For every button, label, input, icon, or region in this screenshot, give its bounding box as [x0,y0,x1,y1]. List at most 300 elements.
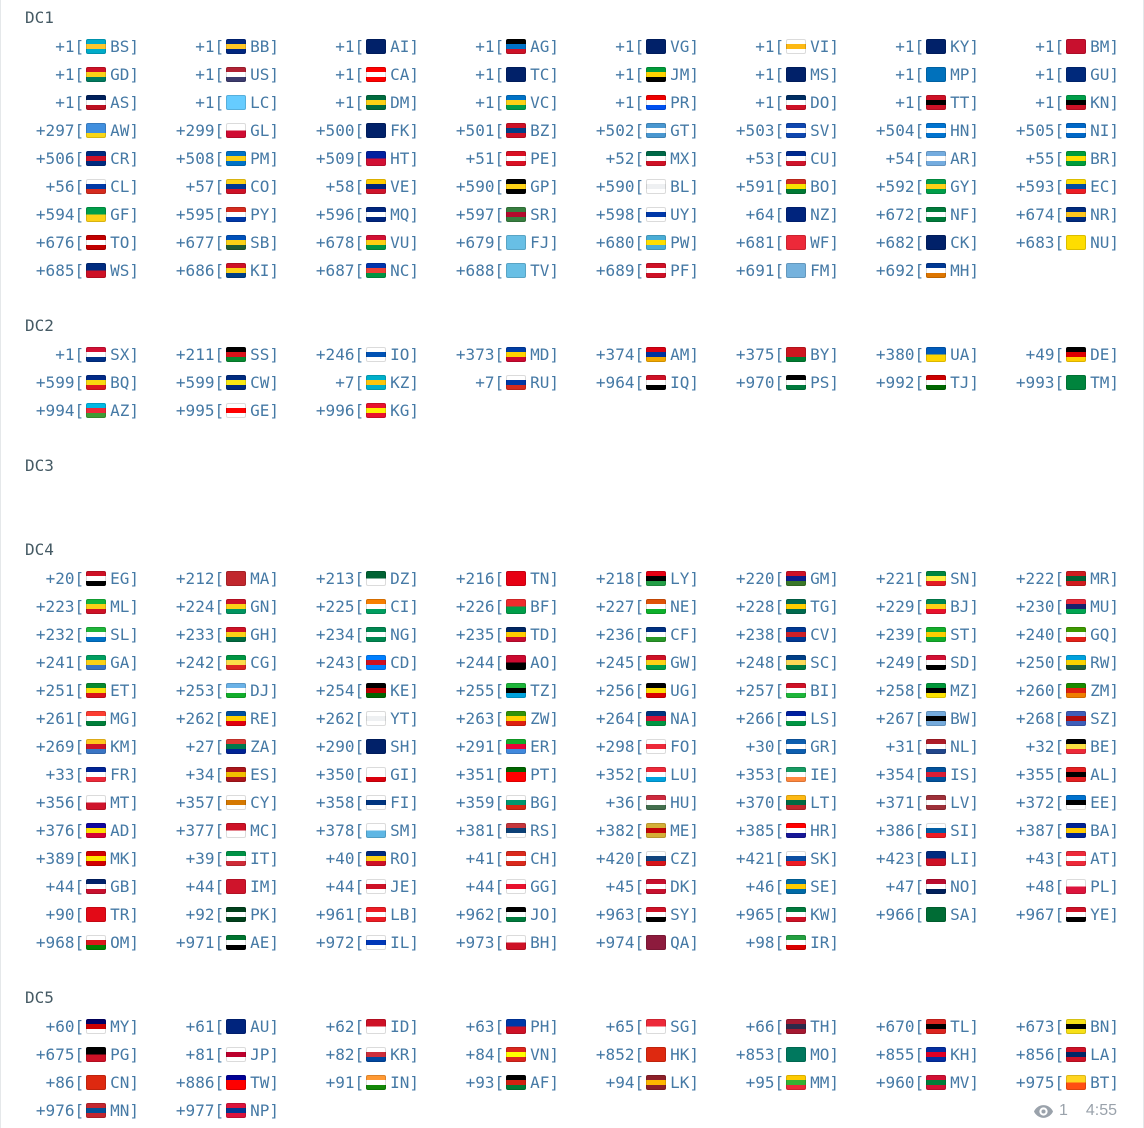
country-entry-ke[interactable] [281,676,421,704]
country-entry-hr[interactable] [701,816,841,844]
country-entry-bb[interactable] [141,32,281,60]
country-entry-zm[interactable] [981,676,1121,704]
country-entry-sa[interactable] [841,900,981,928]
country-entry-me[interactable] [561,816,701,844]
country-entry-sb[interactable] [141,228,281,256]
country-entry-tn[interactable] [421,564,561,592]
country-entry-de[interactable] [981,340,1121,368]
country-entry-pe[interactable] [421,144,561,172]
country-entry-kg[interactable] [281,396,421,424]
flag-icon-tz [506,683,526,698]
country-entry-tr[interactable] [1,900,141,928]
country-entry-sn[interactable] [841,564,981,592]
country-entry-mg[interactable] [1,704,141,732]
country-entry-ms[interactable] [701,60,841,88]
country-entry-hu[interactable] [561,788,701,816]
country-entry-ki[interactable] [141,256,281,284]
country-entry-vu[interactable] [281,228,421,256]
country-entry-tg[interactable] [701,592,841,620]
country-code: IN] [390,1072,419,1092]
country-entry-gf[interactable] [1,200,141,228]
dial-code: +373[ [455,344,505,364]
country-entry-mo[interactable] [701,1040,841,1068]
country-code: FK] [390,120,419,140]
dial-code: +41[ [465,848,505,868]
country-entry-re[interactable] [141,704,281,732]
section-label-dc1: DC1 [25,8,54,27]
country-entry-ws[interactable] [1,256,141,284]
country-entry-mv[interactable] [841,1068,981,1096]
country-entry-pr[interactable] [561,88,701,116]
country-entry-cw[interactable] [141,368,281,396]
country-entry-do[interactable] [701,88,841,116]
country-entry-yt[interactable] [281,704,421,732]
country-entry-lb[interactable] [281,900,421,928]
flag-icon-ss [226,347,246,362]
country-entry-it[interactable] [141,844,281,872]
country-entry-ag[interactable] [421,32,561,60]
country-entry-ky[interactable] [841,32,981,60]
country-entry-bt[interactable] [981,1068,1121,1096]
country-entry-sx[interactable] [1,340,141,368]
dial-code: +351[ [455,764,505,784]
country-entry-no[interactable] [841,872,981,900]
country-entry-qa[interactable] [561,928,701,956]
country-entry-tj[interactable] [841,368,981,396]
country-entry-ck[interactable] [841,228,981,256]
country-code: LA] [1090,1044,1119,1064]
country-entry-ua[interactable] [841,340,981,368]
country-entry-th[interactable] [701,1012,841,1040]
dial-code: +46[ [745,876,785,896]
country-entry-ug[interactable] [561,676,701,704]
dial-code: +853[ [735,1044,785,1064]
country-entry-pm[interactable] [141,144,281,172]
country-entry-gu[interactable] [981,60,1121,88]
country-entry-na[interactable] [561,704,701,732]
country-entry-io[interactable] [281,340,421,368]
country-entry-ge[interactable] [141,396,281,424]
country-entry-gp[interactable] [421,172,561,200]
country-entry-aw[interactable] [1,116,141,144]
country-entry-ai[interactable] [281,32,421,60]
country-code: FI] [390,792,419,812]
country-entry-sg[interactable] [561,1012,701,1040]
country-entry-us[interactable] [141,60,281,88]
flag-icon-br [1066,151,1086,166]
country-code: CU] [810,148,839,168]
country-entry-bm[interactable] [981,32,1121,60]
country-entry-pk[interactable] [141,900,281,928]
country-entry-gn[interactable] [141,592,281,620]
country-entry-ci[interactable] [281,592,421,620]
flag-icon-dk [646,879,666,894]
country-entry-la[interactable] [981,1040,1121,1068]
dial-code: +374[ [595,344,645,364]
flag-icon-th [786,1019,806,1034]
country-entry-dz[interactable] [281,564,421,592]
country-entry-eg[interactable] [1,564,141,592]
country-entry-to[interactable] [1,228,141,256]
country-entry-ss[interactable] [141,340,281,368]
dial-code: +291[ [455,736,505,756]
country-entry-ir[interactable] [701,928,841,956]
country-entry-ao[interactable] [421,648,561,676]
country-entry-jm[interactable] [561,60,701,88]
country-entry-se[interactable] [701,872,841,900]
country-entry-cz[interactable] [561,844,701,872]
flag-icon-bf [506,599,526,614]
dial-code: +508[ [175,148,225,168]
country-entry-fk[interactable] [281,116,421,144]
country-entry-cn[interactable] [1,1068,141,1096]
country-entry-cu[interactable] [701,144,841,172]
country-entry-gb[interactable] [1,872,141,900]
flag-icon-yt [366,711,386,726]
country-entry-lt[interactable] [701,788,841,816]
country-entry-tm[interactable] [981,368,1121,396]
country-entry-lv[interactable] [841,788,981,816]
flag-icon-tj [926,375,946,390]
country-entry-es[interactable] [141,760,281,788]
country-entry-fr[interactable] [1,760,141,788]
country-entry-kr[interactable] [281,1040,421,1068]
flag-icon-st [926,627,946,642]
country-entry-gl[interactable] [141,116,281,144]
country-entry-ng[interactable] [281,620,421,648]
country-entry-cf[interactable] [561,620,701,648]
country-entry-pf[interactable] [561,256,701,284]
dial-code: +20[ [45,568,85,588]
flag-icon-cl [86,179,106,194]
country-entry-fm[interactable] [701,256,841,284]
country-entry-tw[interactable] [141,1068,281,1096]
country-entry-ye[interactable] [981,900,1121,928]
country-entry-td[interactable] [421,620,561,648]
country-code: AT] [1090,848,1119,868]
country-entry-py[interactable] [141,200,281,228]
country-entry-sy[interactable] [561,900,701,928]
country-entry-bh[interactable] [421,928,561,956]
country-entry-mm[interactable] [701,1068,841,1096]
country-entry-uy[interactable] [561,200,701,228]
country-entry-fo[interactable] [561,732,701,760]
country-entry-pl[interactable] [981,872,1121,900]
country-entry-fj[interactable] [421,228,561,256]
country-entry-bq[interactable] [1,368,141,396]
flag-icon-vg [646,39,666,54]
country-entry-lk[interactable] [561,1068,701,1096]
country-entry-as[interactable] [1,88,141,116]
country-code: TM] [1090,372,1119,392]
dial-code: +501[ [455,120,505,140]
country-entry-gg[interactable] [421,872,561,900]
country-entry-lu[interactable] [561,760,701,788]
country-entry-am[interactable] [561,340,701,368]
country-entry-sm[interactable] [281,816,421,844]
country-entry-mn[interactable] [1,1096,141,1124]
country-entry-iq[interactable] [561,368,701,396]
country-entry-ae[interactable] [141,928,281,956]
country-entry-sc[interactable] [701,648,841,676]
country-entry-zw[interactable] [421,704,561,732]
country-entry-nu[interactable] [981,228,1121,256]
country-entry-vi[interactable] [701,32,841,60]
country-entry-om[interactable] [1,928,141,956]
country-code: KM] [110,736,139,756]
country-entry-tl[interactable] [841,1012,981,1040]
country-entry-is[interactable] [841,760,981,788]
dial-code: +1[ [335,36,365,56]
country-entry-mk[interactable] [1,844,141,872]
country-entry-vc[interactable] [421,88,561,116]
country-entry-ca[interactable] [281,60,421,88]
country-entry-mq[interactable] [281,200,421,228]
flag-icon-je [366,879,386,894]
country-entry-li[interactable] [841,844,981,872]
country-entry-be[interactable] [981,732,1121,760]
country-entry-sv[interactable] [701,116,841,144]
country-entry-sk[interactable] [701,844,841,872]
country-code: MG] [110,708,139,728]
country-entry-ar[interactable] [841,144,981,172]
country-entry-st[interactable] [841,620,981,648]
country-entry-cg[interactable] [141,648,281,676]
country-entry-az[interactable] [1,396,141,424]
country-entry-gh[interactable] [141,620,281,648]
flag-icon-ee [1066,795,1086,810]
country-entry-ee[interactable] [981,788,1121,816]
flag-icon-be [1066,739,1086,754]
country-entry-in[interactable] [281,1068,421,1096]
country-entry-ly[interactable] [561,564,701,592]
country-entry-rs[interactable] [421,816,561,844]
country-entry-ga[interactable] [1,648,141,676]
country-entry-im[interactable] [141,872,281,900]
dial-code: +1[ [195,36,225,56]
country-entry-br[interactable] [981,144,1121,172]
flag-icon-ye [1066,907,1086,922]
country-entry-af[interactable] [421,1068,561,1096]
entry-row [1,1068,1143,1096]
dial-code: +358[ [315,792,365,812]
dial-code: +686[ [175,260,225,280]
country-entry-tv[interactable] [421,256,561,284]
flag-icon-bg [506,795,526,810]
country-entry-bl[interactable] [561,172,701,200]
country-entry-tc[interactable] [421,60,561,88]
country-entry-bf[interactable] [421,592,561,620]
country-entry-ht[interactable] [281,144,421,172]
country-entry-ne[interactable] [561,592,701,620]
country-entry-bo[interactable] [701,172,841,200]
country-entry-ad[interactable] [1,816,141,844]
flag-icon-pw [646,235,666,250]
country-code: GR] [810,736,839,756]
country-entry-et[interactable] [1,676,141,704]
dial-code: +381[ [455,820,505,840]
country-entry-bz[interactable] [421,116,561,144]
country-entry-co[interactable] [141,172,281,200]
country-entry-tz[interactable] [421,676,561,704]
flag-icon-az [86,403,106,418]
country-entry-mx[interactable] [561,144,701,172]
country-entry-mc[interactable] [141,816,281,844]
country-entry-mh[interactable] [841,256,981,284]
flag-icon-ma [226,571,246,586]
country-entry-nl[interactable] [841,732,981,760]
entry-row [1,340,1143,368]
dial-code: +31[ [885,736,925,756]
country-code: KZ] [390,372,419,392]
country-code: KY] [950,36,979,56]
country-entry-bw[interactable] [841,704,981,732]
country-entry-gi[interactable] [281,760,421,788]
dial-code: +504[ [875,120,925,140]
section-label-dc4: DC4 [25,540,54,559]
country-code: DE] [1090,344,1119,364]
country-entry-ro[interactable] [281,844,421,872]
country-entry-pg[interactable] [1,1040,141,1068]
country-entry-np[interactable] [141,1096,281,1124]
dial-code: +506[ [35,148,85,168]
country-entry-km[interactable] [1,732,141,760]
country-entry-cy[interactable] [141,788,281,816]
flag-icon-ar [926,151,946,166]
country-entry-gw[interactable] [561,648,701,676]
entry-row [1,172,1143,200]
country-entry-mu[interactable] [981,592,1121,620]
country-entry-gq[interactable] [981,620,1121,648]
country-entry-vg[interactable] [561,32,701,60]
country-entry-pt[interactable] [421,760,561,788]
country-entry-mp[interactable] [841,60,981,88]
country-entry-pw[interactable] [561,228,701,256]
country-entry-dm[interactable] [281,88,421,116]
country-entry-ps[interactable] [701,368,841,396]
country-entry-tt[interactable] [841,88,981,116]
country-entry-bj[interactable] [841,592,981,620]
country-entry-gt[interactable] [561,116,701,144]
country-entry-al[interactable] [981,760,1121,788]
country-entry-ch[interactable] [421,844,561,872]
country-entry-kz[interactable] [281,368,421,396]
country-entry-gd[interactable] [1,60,141,88]
country-entry-ph[interactable] [421,1012,561,1040]
country-entry-gr[interactable] [701,732,841,760]
country-entry-bs[interactable] [1,32,141,60]
country-entry-my[interactable] [1,1012,141,1040]
country-entry-sh[interactable] [281,732,421,760]
country-entry-sd[interactable] [841,648,981,676]
country-entry-ls[interactable] [701,704,841,732]
country-entry-mr[interactable] [981,564,1121,592]
country-entry-ml[interactable] [1,592,141,620]
country-entry-mz[interactable] [841,676,981,704]
country-entry-cv[interactable] [701,620,841,648]
country-entry-je[interactable] [281,872,421,900]
country-entry-jp[interactable] [141,1040,281,1068]
country-entry-hk[interactable] [561,1040,701,1068]
country-code: MO] [810,1044,839,1064]
country-entry-by[interactable] [701,340,841,368]
country-entry-nf[interactable] [841,200,981,228]
country-entry-mt[interactable] [1,788,141,816]
country-entry-wf[interactable] [701,228,841,256]
country-code: SC] [810,652,839,672]
country-entry-sr[interactable] [421,200,561,228]
country-entry-fi[interactable] [281,788,421,816]
country-entry-ba[interactable] [981,816,1121,844]
dial-code: +262[ [315,708,365,728]
country-entry-si[interactable] [841,816,981,844]
country-entry-cd[interactable] [281,648,421,676]
country-code: BL] [670,176,699,196]
flag-icon-sk [786,851,806,866]
country-entry-lc[interactable] [141,88,281,116]
country-entry-ve[interactable] [281,172,421,200]
flag-icon-mz [926,683,946,698]
country-entry-ni[interactable] [981,116,1121,144]
country-entry-gy[interactable] [841,172,981,200]
country-entry-rw[interactable] [981,648,1121,676]
flag-icon-al [1066,767,1086,782]
country-code: TH] [810,1016,839,1036]
country-code: MX] [670,148,699,168]
country-entry-nr[interactable] [981,200,1121,228]
flag-icon-sy [646,907,666,922]
country-entry-cr[interactable] [1,144,141,172]
country-entry-cl[interactable] [1,172,141,200]
country-entry-bi[interactable] [701,676,841,704]
country-entry-md[interactable] [421,340,561,368]
country-entry-ie[interactable] [701,760,841,788]
country-entry-nz[interactable] [701,200,841,228]
country-entry-bn[interactable] [981,1012,1121,1040]
country-entry-vn[interactable] [421,1040,561,1068]
country-entry-sz[interactable] [981,704,1121,732]
country-entry-za[interactable] [141,732,281,760]
country-entry-au[interactable] [141,1012,281,1040]
country-entry-dk[interactable] [561,872,701,900]
country-entry-hn[interactable] [841,116,981,144]
country-entry-jo[interactable] [421,900,561,928]
country-entry-at[interactable] [981,844,1121,872]
country-entry-ma[interactable] [141,564,281,592]
country-entry-kh[interactable] [841,1040,981,1068]
dial-code: +386[ [875,820,925,840]
country-entry-kw[interactable] [701,900,841,928]
country-entry-ru[interactable] [421,368,561,396]
country-entry-dj[interactable] [141,676,281,704]
dial-code: +257[ [735,680,785,700]
dial-code: +683[ [1015,232,1065,252]
country-entry-sl[interactable] [1,620,141,648]
country-entry-id[interactable] [281,1012,421,1040]
country-entry-er[interactable] [421,732,561,760]
dial-code: +382[ [595,820,645,840]
flag-icon-eg [86,571,106,586]
dial-code: +52[ [605,148,645,168]
country-entry-bg[interactable] [421,788,561,816]
country-entry-nc[interactable] [281,256,421,284]
country-entry-kn[interactable] [981,88,1121,116]
country-entry-gm[interactable] [701,564,841,592]
country-entry-il[interactable] [281,928,421,956]
flag-icon-ga [86,655,106,670]
flag-icon-cg [226,655,246,670]
country-entry-ec[interactable] [981,172,1121,200]
